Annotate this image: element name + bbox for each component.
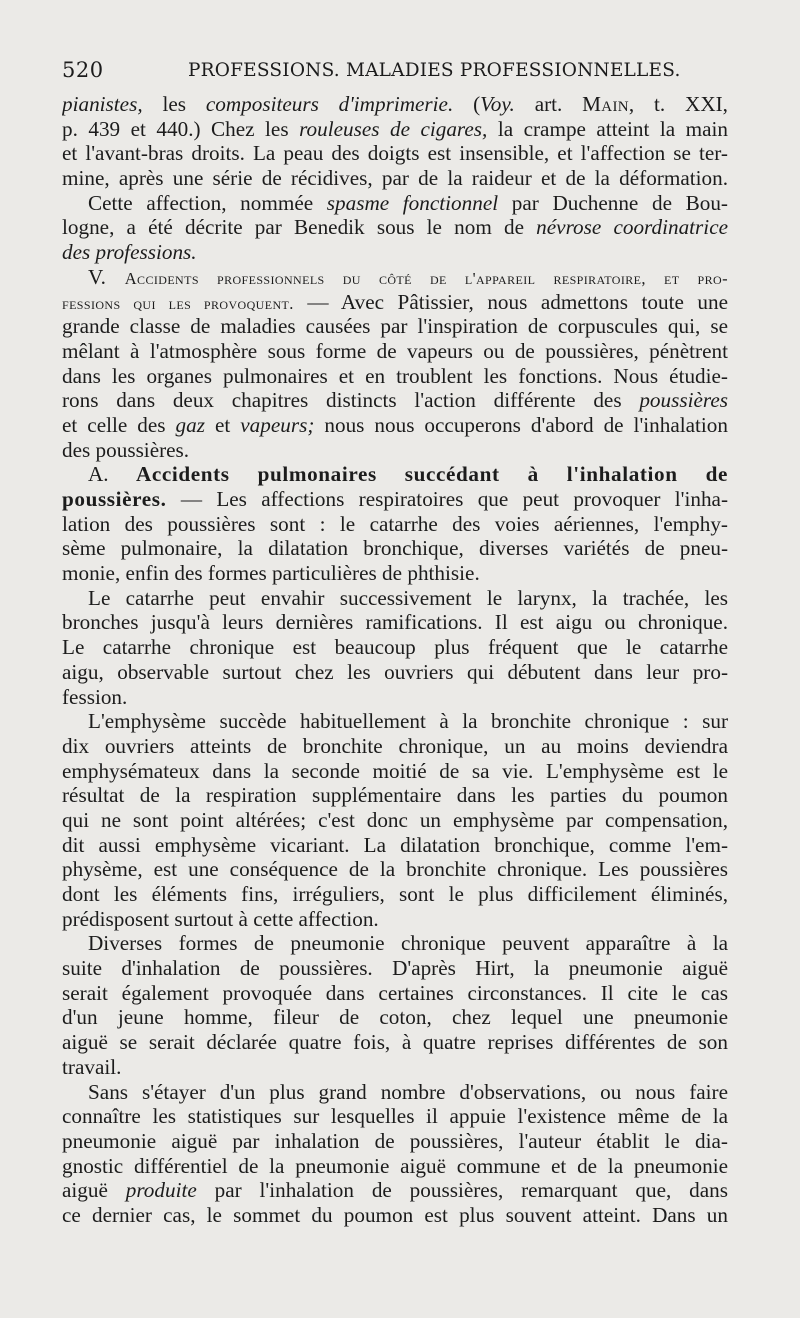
subsection-heading-line: [62, 462, 728, 487]
text-line: [62, 487, 728, 512]
text-run: art.: [514, 92, 583, 116]
text-run: nous nous occuperons d'abord de l'inhalation: [314, 412, 728, 437]
text-line: Le catarrhe chronique est beaucoup plus fréquent que le catarrhe: [62, 635, 728, 660]
italic-term: des professions.: [62, 240, 197, 265]
text-line: Sans s'étayer d'un plus grand nombre d'observations, ou nous faire: [88, 1079, 728, 1104]
subsection-heading: poussières.: [62, 487, 167, 511]
section-heading: Accidents professionnels du côté de l'appareil respiratoire, et pro-: [124, 268, 728, 288]
italic-term: compositeurs d'imprimerie.: [205, 92, 454, 116]
text-line: d'un jeune homme, fileur de coton, chez lequel une pneumonie: [62, 1005, 728, 1030]
smallcaps-term: Main: [582, 92, 629, 116]
page-number: 520: [62, 58, 104, 82]
text-line: dont les éléments fins, irréguliers, sont le plus difficilement éliminés,: [62, 882, 728, 906]
text-line: dans les organes pulmonaires et en troublent les fonctions. Nous étudie-: [62, 363, 728, 388]
text-line: mine, après une série de récidives, par de la raideur et de la déformation.: [62, 166, 728, 191]
text-line: monie, enfin des formes particulières de phthisie.: [62, 561, 480, 586]
text-line: travail.: [62, 1054, 122, 1079]
text-line: bronches jusqu'à leurs dernières ramifications. Il est aigu ou chronique.: [62, 610, 728, 635]
text-line: dix ouvriers atteints de bronchite chronique, un au moins deviendra: [62, 733, 728, 758]
subsection-letter: A.: [88, 462, 136, 487]
running-title: PROFESSIONS. MALADIES PROFESSIONNELLES.: [188, 60, 681, 81]
text-run: p. 439 et 440.) Chez les: [62, 116, 300, 141]
page-header: [62, 58, 728, 88]
text-run: — Avec Pâtissier, nous admettons toute une: [293, 289, 728, 314]
text-line: Le catarrhe peut envahir successivement le larynx, la trachée, les: [88, 585, 728, 610]
text-line: lation des poussières sont : le catarrhe des voies aériennes, l'emphy-: [62, 511, 728, 536]
text-line: [62, 92, 728, 117]
italic-term: vapeurs;: [240, 412, 315, 437]
section-number: V.: [88, 264, 125, 289]
text-line: [62, 1178, 728, 1203]
italic-term: Voy.: [480, 92, 515, 116]
text-line: suite d'inhalation de poussières. D'après Hirt, la pneumonie aiguë: [62, 956, 728, 981]
text-run: , t. XXI,: [628, 92, 728, 116]
text-line: [62, 290, 728, 315]
text-run: Cette affection, nommée: [88, 190, 327, 215]
text-line: [62, 413, 728, 438]
text-line: fession.: [62, 684, 128, 709]
text-line: des poussières.: [62, 437, 190, 462]
text-line: emphysémateux dans la seconde moitié de sa vie. L'emphysème est le: [62, 758, 728, 783]
italic-term: produite: [125, 1178, 197, 1203]
text-line: et l'avant-bras droits. La peau des doigts est insensible, et l'affection se ter-: [62, 141, 728, 166]
italic-term: névrose coordinatrice: [536, 215, 728, 240]
text-line: ce dernier cas, le sommet du poumon est plus souvent atteint. Dans un: [62, 1202, 728, 1227]
italic-term: poussières: [639, 388, 728, 413]
text-line: [62, 215, 728, 240]
section-heading-line: [62, 265, 728, 290]
text-line: gnostic différentiel de la pneumonie aiguë commune et de la pneumonie: [62, 1153, 728, 1178]
text-run: par Duchenne de Bou-: [498, 190, 728, 215]
text-run: rons dans deux chapitres distincts l'action différente des: [62, 388, 640, 413]
text-run: et: [204, 412, 241, 437]
text-run: et celle des: [62, 412, 176, 437]
body-text: [62, 92, 728, 1228]
section-heading: fessions qui les provoquent.: [62, 293, 294, 313]
text-run: — Les affections respiratoires que peut provoquer l'inha-: [166, 487, 728, 511]
text-run: par l'inhalation de poussières, remarquant que, dans: [196, 1178, 728, 1203]
text-line: pneumonie aiguë par inhalation de poussières, l'auteur établit le dia-: [62, 1128, 728, 1153]
italic-term: gaz: [175, 412, 205, 437]
text-line: prédisposent surtout à cette affection.: [62, 906, 379, 931]
text-line: aigu, observable surtout chez les ouvriers qui débutent dans leur pro-: [62, 659, 728, 684]
text-line: [62, 240, 728, 265]
italic-term: rouleuses de cigares,: [299, 116, 488, 141]
text-line: qui ne sont point altérées; c'est donc un emphysème par compensation,: [62, 807, 728, 832]
subsection-heading: Accidents pulmonaires succédant à l'inhalation de: [135, 462, 728, 487]
text-run: (: [453, 92, 481, 116]
text-line: sème pulmonaire, la dilatation bronchique, diverses variétés de pneu-: [62, 536, 728, 561]
text-run: logne, a été décrite par Benedik sous le nom de: [62, 215, 537, 240]
text-line: dit aussi emphysème vicariant. La dilatation bronchique, comme l'em-: [62, 832, 728, 857]
italic-term: spasme fonctionnel: [326, 190, 499, 215]
text-line: mêlant à l'atmosphère sous forme de vapeurs ou de poussières, pénètrent: [62, 338, 728, 363]
text-run: la crampe atteint la main: [487, 116, 728, 141]
text-line: connaître les statistiques sur lesquelles il appuie l'existence même de la: [62, 1104, 728, 1129]
text-line: grande classe de maladies causées par l'inspiration de corpuscules qui, se: [62, 314, 728, 339]
text-line: résultat de la respiration supplémentaire dans les parties du poumon: [62, 783, 728, 808]
text-line: aiguë se serait déclarée quatre fois, à quatre reprises différentes de son: [62, 1030, 728, 1055]
text-line: [62, 388, 728, 413]
text-line: [62, 117, 728, 142]
text-line: serait également provoquée dans certaines circonstances. Il cite le cas: [62, 980, 728, 1005]
text-line: Diverses formes de pneumonie chronique peuvent apparaître à la: [88, 931, 728, 956]
text-line: physème, est une conséquence de la bronchite chronique. Les poussières: [62, 857, 728, 882]
text-run: les: [142, 92, 206, 116]
text-line: [62, 191, 728, 216]
text-run: aiguë: [62, 1178, 126, 1203]
text-line: L'emphysème succède habituellement à la bronchite chronique : sur: [88, 709, 728, 734]
italic-term: pianistes,: [62, 92, 143, 116]
